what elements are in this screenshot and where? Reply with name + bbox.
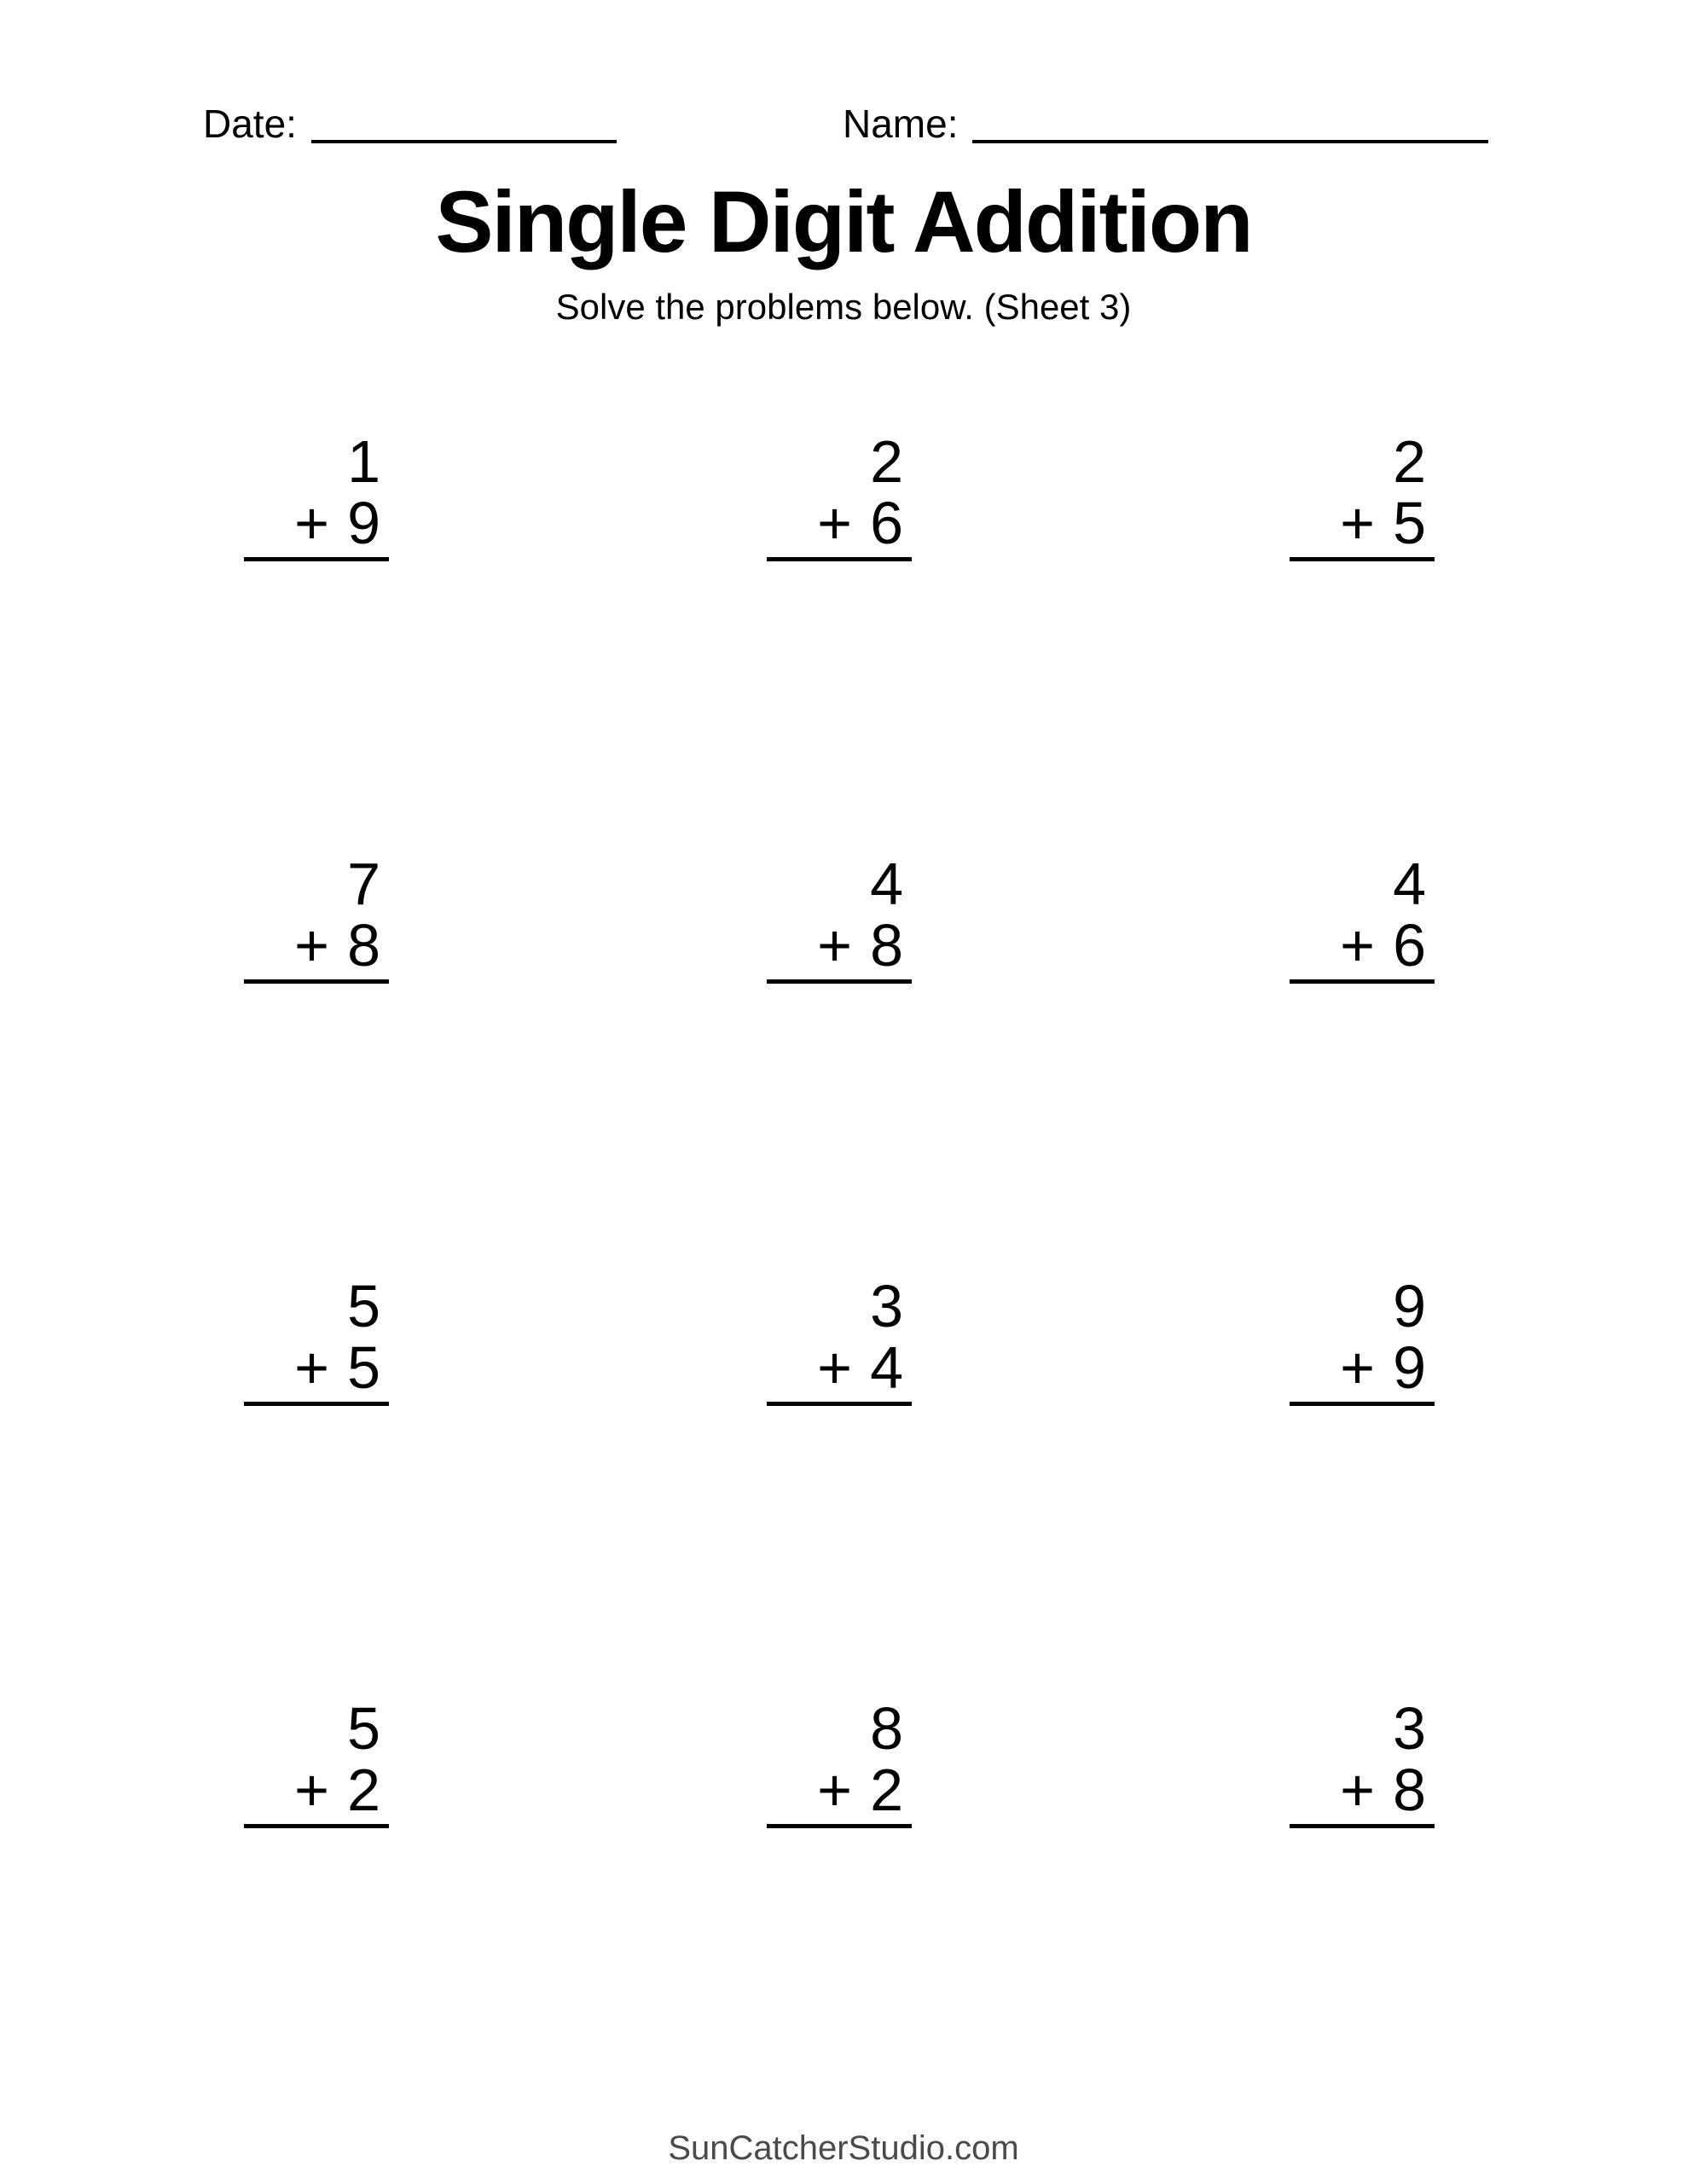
plus-operator: + bbox=[817, 1334, 853, 1401]
addend-top: 3 bbox=[1393, 1695, 1426, 1762]
addend-top: 2 bbox=[1393, 428, 1426, 495]
plus-operator: + bbox=[817, 1757, 853, 1823]
addend-bottom: 4 bbox=[870, 1334, 903, 1401]
problem-bottom-row bbox=[767, 1759, 903, 1821]
problem-bottom-row bbox=[244, 492, 380, 554]
plus-operator: + bbox=[294, 1334, 330, 1401]
problem-bottom-row bbox=[244, 1334, 380, 1401]
addend-bottom: 9 bbox=[347, 490, 380, 556]
plus-operator: + bbox=[1340, 490, 1376, 556]
footer-site-name: SunCatcherStudio.com bbox=[668, 2129, 1019, 2167]
plus-operator: + bbox=[1340, 912, 1376, 979]
problem-bottom-row bbox=[767, 492, 903, 554]
problem-bottom-row bbox=[767, 1334, 903, 1401]
plus-operator: + bbox=[1340, 1757, 1376, 1823]
addition-problem-1 bbox=[244, 428, 389, 561]
problem-bottom-row bbox=[244, 1759, 380, 1821]
addend-top: 5 bbox=[347, 1695, 380, 1762]
addend-bottom: 6 bbox=[1393, 912, 1426, 979]
date-blank-line bbox=[311, 140, 617, 143]
addend-top: 3 bbox=[870, 1273, 903, 1339]
problem-bottom-row bbox=[244, 912, 380, 979]
plus-operator: + bbox=[294, 912, 330, 979]
addition-problem-3 bbox=[1290, 428, 1435, 561]
addend-bottom: 6 bbox=[870, 490, 903, 556]
name-blank-line bbox=[972, 140, 1488, 143]
addition-problem-2 bbox=[767, 428, 912, 561]
addend-top: 4 bbox=[870, 851, 903, 917]
addend-top: 1 bbox=[347, 428, 380, 495]
addend-top: 7 bbox=[347, 851, 380, 917]
problem-bottom-row bbox=[1290, 1334, 1426, 1401]
addition-problem-4 bbox=[244, 853, 389, 984]
plus-operator: + bbox=[817, 490, 853, 556]
problem-bottom-row bbox=[1290, 492, 1426, 554]
addend-top: 8 bbox=[870, 1695, 903, 1762]
addition-problem-9 bbox=[1290, 1275, 1435, 1406]
addend-bottom: 5 bbox=[1393, 490, 1426, 556]
page-title: Single Digit Addition bbox=[435, 173, 1252, 270]
problem-bottom-row bbox=[1290, 1759, 1426, 1821]
problem-bottom-row bbox=[767, 912, 903, 979]
addition-problem-11 bbox=[767, 1695, 912, 1828]
addend-bottom: 8 bbox=[1393, 1757, 1426, 1823]
addition-problem-5 bbox=[767, 853, 912, 984]
plus-operator: + bbox=[817, 912, 853, 979]
addend-top: 2 bbox=[870, 428, 903, 495]
addend-top: 4 bbox=[1393, 851, 1426, 917]
date-label: Date: bbox=[203, 102, 297, 146]
addend-top: 5 bbox=[347, 1273, 380, 1339]
addition-problem-8 bbox=[767, 1275, 912, 1406]
plus-operator: + bbox=[294, 490, 330, 556]
page-subtitle: Solve the problems below. (Sheet 3) bbox=[555, 287, 1132, 327]
problem-bottom-row bbox=[1290, 912, 1426, 979]
name-label: Name: bbox=[843, 102, 959, 146]
addend-bottom: 5 bbox=[347, 1334, 380, 1401]
plus-operator: + bbox=[294, 1757, 330, 1823]
addend-bottom: 8 bbox=[870, 912, 903, 979]
addend-bottom: 2 bbox=[870, 1757, 903, 1823]
plus-operator: + bbox=[1340, 1334, 1376, 1401]
addend-top: 9 bbox=[1393, 1273, 1426, 1339]
addend-bottom: 9 bbox=[1393, 1334, 1426, 1401]
addition-problem-10 bbox=[244, 1695, 389, 1828]
addend-bottom: 8 bbox=[347, 912, 380, 979]
addition-problem-6 bbox=[1290, 853, 1435, 984]
addend-bottom: 2 bbox=[347, 1757, 380, 1823]
addition-problem-7 bbox=[244, 1275, 389, 1406]
addition-problem-12 bbox=[1290, 1695, 1435, 1828]
